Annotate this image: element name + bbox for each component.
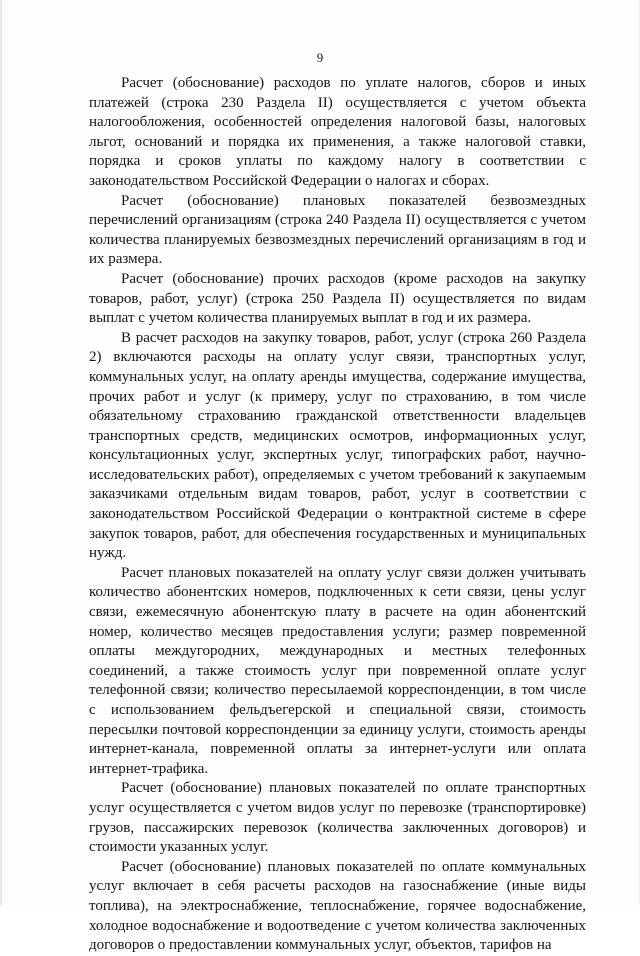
document-body xyxy=(89,74,586,956)
paragraph-taxes: Расчет (обоснование) расходов по уплате налогов, сборов и иных платежей (строка 230 Раздела II) осуществляется с учетом объекта налогообложения, особенностей определения налоговой базы, налоговых льгот, оснований и порядка их применения, а также налоговой ставки, порядка и сроков уплаты по каждому налогу в соответствии с законодательством Российской Федерации о налогах и сборах. xyxy=(89,75,586,189)
paragraph-gratuitous-transfers: Расчет (обоснование) плановых показателей безвозмездных перечислений организациям (строка 240 Раздела II) осуществляется с учетом количества планируемых безвозмездных перечислений организациям в год и их размера. xyxy=(89,192,586,268)
paragraph-transport-services: Расчет (обоснование) плановых показателей по оплате транспортных услуг осуществляется с учетом видов услуг по перевозке (транспортировке) грузов, пассажирских перевозок (количества заключенных договоров) и стоимости указанных услуг. xyxy=(89,780,586,856)
paragraph-procurement: В расчет расходов на закупку товаров, работ, услуг (строка 260 Раздела 2) включаются расходы на оплату услуг связи, транспортных услуг, коммунальных услуг, на оплату аренды имущества, содержание имущества, прочих работ и услуг (к примеру, услуг по страхованию, в том числе обязательному страхованию гражданской ответственности владельцев транспортных средств, медицинских осмотров, информационных услуг, консультационных услуг, экспертных услуг, типографских работ, научно-исследовательских работ), определяемых с учетом требований к закупаемым заказчиками отдельным видам товаров, работ, услуг в соответствии с законодательством Российской Федерации о контрактной системе в сфере закупок товаров, работ, для обеспечения государственных и муниципальных нужд. xyxy=(89,329,586,562)
page-number: 9 xyxy=(316,50,324,65)
paragraph-communication-services: Расчет плановых показателей на оплату услуг связи должен учитывать количество абонентских номеров, подключенных к сети связи, цены услуг связи, ежемесячную абонентскую плату в расчете на один абонентский номер, количество месяцев предоставления услуги; размер повременной оплаты междугородних, международных и местных телефонных соединений, а также стоимость услуг при повременной оплате услуг телефонной связи; количество пересылаемой корреспонденции, в том числе с использованием фельдъегерской и специальной связи, стоимость пересылки почтовой корреспонденции за единицу услуги, стоимость аренды интернет-канала, повременной оплаты за интернет-услуги или оплата интернет-трафика. xyxy=(89,564,586,777)
paragraph-other-expenses: Расчет (обоснование) прочих расходов (кроме расходов на закупку товаров, работ, услуг) (строка 250 Раздела II) осуществляется по видам выплат с учетом количества планируемых выплат в год и их размера. xyxy=(89,270,586,327)
paragraph-utility-services: Расчет (обоснование) плановых показателей по оплате коммунальных услуг включает в себя расчеты расходов на газоснабжение (иные виды топлива), на электроснабжение, теплоснабжение, горячее водоснабжение, холодное водоснабжение и водоотведение с учетом количества заключенных договоров о предоставлении коммунальных услуг, объектов, тарифов на xyxy=(89,858,586,954)
